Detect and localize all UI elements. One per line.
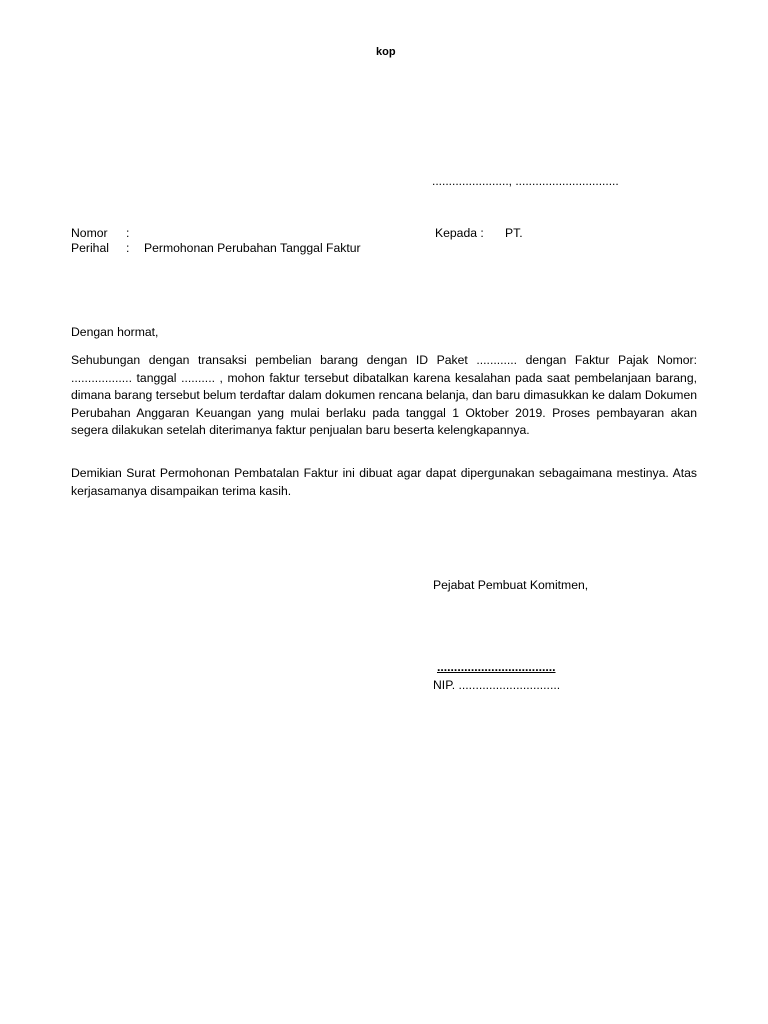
letter-meta [71, 226, 391, 256]
nomor-row [71, 226, 391, 241]
recipient-value: PT. [505, 226, 523, 240]
perihal-row [71, 241, 391, 256]
recipient [435, 226, 523, 241]
greeting: Dengan hormat, [71, 325, 159, 339]
perihal-label: Perihal [71, 241, 109, 255]
nomor-value [144, 226, 391, 241]
recipient-label: Kepada : [435, 226, 484, 240]
perihal-value: Permohonan Perubahan Tanggal Faktur [144, 241, 361, 255]
place-date: ......................., ............................... [432, 174, 619, 188]
letterhead-placeholder: kop [376, 46, 396, 58]
signer-title: Pejabat Pembuat Komitmen, [433, 578, 589, 592]
nomor-colon: : [126, 226, 130, 240]
perihal-colon: : [126, 241, 130, 255]
body-paragraph-2: Demikian Surat Permohonan Pembatalan Faktur ini dibuat agar dapat dipergunakan sebagaimana mestinya. Atas kerjasamanya disampaikan terima kasih. [71, 466, 697, 498]
signer-name: ................................... [437, 660, 556, 674]
nomor-label: Nomor [71, 226, 108, 240]
body-paragraph-1: Sehubungan dengan transaksi pembelian barang dengan ID Paket ............ dengan Faktur Pajak Nomor: .................. tanggal .......... , mohon faktur tersebut dibatalkan karena kesalahan pada saat pembelanjaan barang, dimana barang tersebut belum terdaftar dalam dokumen rencana belanja, dan baru dimasukkan ke dalam Dokumen Perubahan Anggaran Keuangan yang mulai berlaku pada tanggal 1 Oktober 2019. Proses pembayaran akan segera dilakukan setelah diterimanya faktur penjualan baru beserta kelengkapannya. [71, 353, 697, 437]
signer-nip: NIP. .............................. [433, 678, 561, 692]
